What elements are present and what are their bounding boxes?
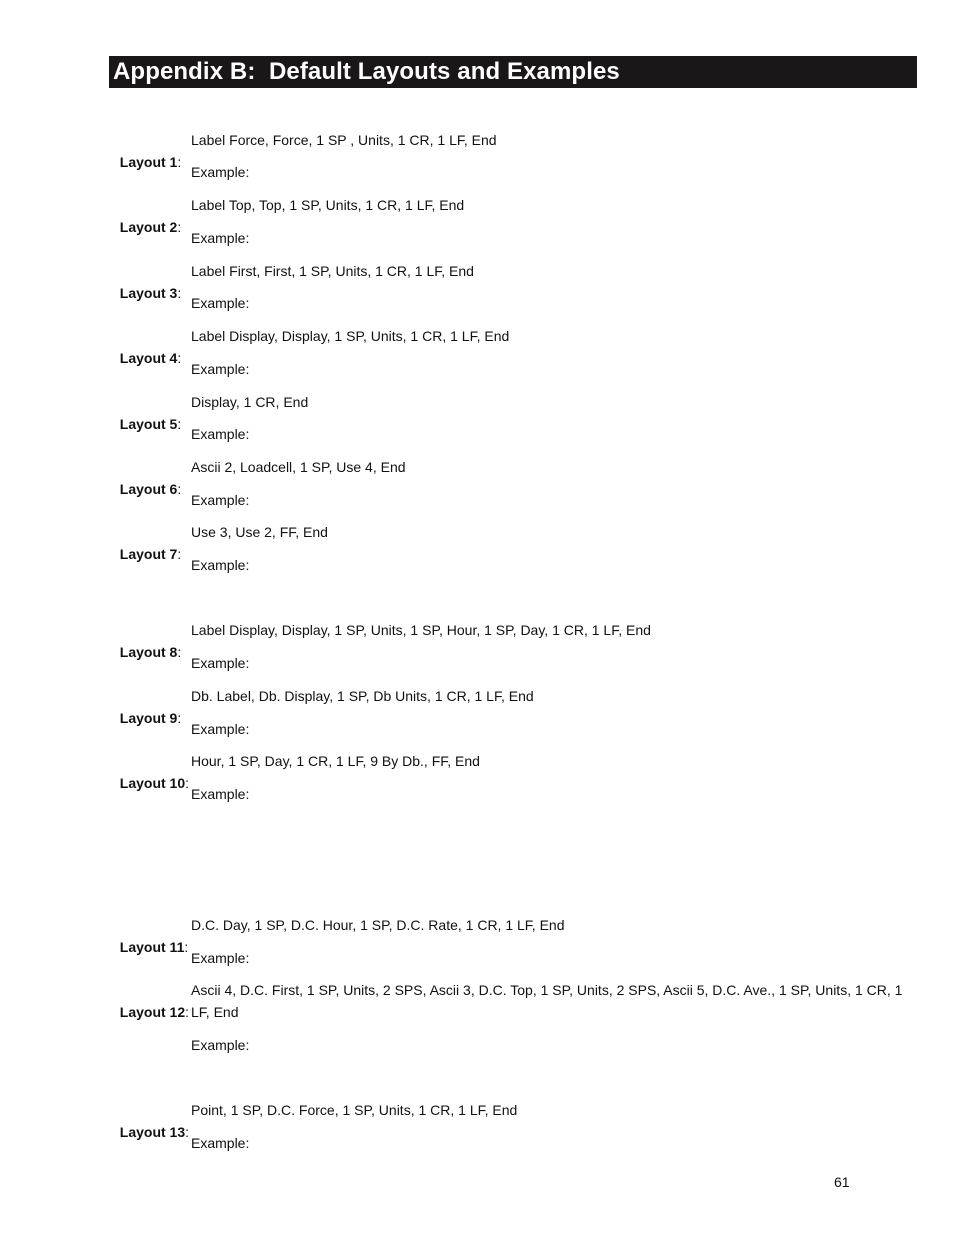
layout-description: Ascii 4, D.C. First, 1 SP, Units, 2 SPS, Ascii 3, D.C. Top, 1 SP, Units, 2 SPS, Ascii 5, D.C. Ave., 1 SP, Units, 1 CR, 1 LF, End (191, 982, 903, 1020)
layout-label: Layout 2 (119, 219, 178, 235)
layout-separator: : (177, 416, 190, 432)
page-number: 61 (834, 1174, 850, 1190)
layout-separator: : (177, 154, 190, 170)
layout-description: Ascii 2, Loadcell, 1 SP, Use 4, End (191, 459, 406, 475)
layout-description: Point, 1 SP, D.C. Force, 1 SP, Units, 1 CR, 1 LF, End (191, 1102, 518, 1118)
example-label: Example: (191, 1135, 250, 1151)
layout-label: Layout 13 (119, 1124, 186, 1140)
layout-label: Layout 12 (119, 1004, 186, 1020)
example-label: Example: (191, 230, 250, 246)
example-label: Example: (191, 164, 250, 180)
layout-separator: : (185, 1124, 193, 1140)
layout-description: Display, 1 CR, End (191, 394, 309, 410)
layout-separator: : (177, 350, 190, 366)
layout-label: Layout 9 (119, 710, 178, 726)
layout-label: Layout 1 (119, 154, 178, 170)
example-label: Example: (191, 361, 250, 377)
layout-description: D.C. Day, 1 SP, D.C. Hour, 1 SP, D.C. Rate, 1 CR, 1 LF, End (191, 917, 565, 933)
layout-label: Layout 8 (119, 644, 178, 660)
layout-description: Db. Label, Db. Display, 1 SP, Db Units, 1 CR, 1 LF, End (191, 688, 534, 704)
layout-description: Label First, First, 1 SP, Units, 1 CR, 1 LF, End (191, 263, 474, 279)
layout-separator: : (177, 644, 190, 660)
title-bar (109, 56, 917, 88)
layout-description: Label Top, Top, 1 SP, Units, 1 CR, 1 LF, End (191, 197, 465, 213)
example-label: Example: (191, 950, 250, 966)
example-label: Example: (191, 557, 250, 573)
layout-separator: : (177, 219, 190, 235)
layout-separator: : (177, 481, 190, 497)
layout-label: Layout 3 (119, 285, 178, 301)
layout-separator: : (177, 285, 190, 301)
example-label: Example: (191, 1037, 250, 1053)
layout-separator: : (185, 1004, 193, 1020)
example-label: Example: (191, 786, 250, 802)
layout-label: Layout 7 (119, 546, 178, 562)
layout-label: Layout 11 (119, 939, 185, 955)
layout-description: Label Display, Display, 1 SP, Units, 1 CR, 1 LF, End (191, 328, 510, 344)
example-label: Example: (191, 655, 250, 671)
layout-description: Use 3, Use 2, FF, End (191, 524, 328, 540)
layout-description: Hour, 1 SP, Day, 1 CR, 1 LF, 9 By Db., FF, End (191, 753, 480, 769)
layout-separator: : (185, 775, 193, 791)
page-title: Appendix B: Default Layouts and Examples (113, 58, 620, 85)
layout-separator: : (177, 710, 190, 726)
layout-description: Label Display, Display, 1 SP, Units, 1 SP, Hour, 1 SP, Day, 1 CR, 1 LF, End (191, 622, 651, 638)
layout-label: Layout 5 (119, 416, 178, 432)
example-label: Example: (191, 492, 250, 508)
example-label: Example: (191, 721, 250, 737)
layout-label: Layout 6 (119, 481, 178, 497)
layout-description: Label Force, Force, 1 SP , Units, 1 CR, 1 LF, End (191, 132, 497, 148)
layout-separator: : (184, 939, 193, 955)
example-label: Example: (191, 426, 250, 442)
layout-label: Layout 4 (119, 350, 178, 366)
layout-separator: : (177, 546, 190, 562)
example-label: Example: (191, 295, 250, 311)
layout-label: Layout 10 (119, 775, 186, 791)
